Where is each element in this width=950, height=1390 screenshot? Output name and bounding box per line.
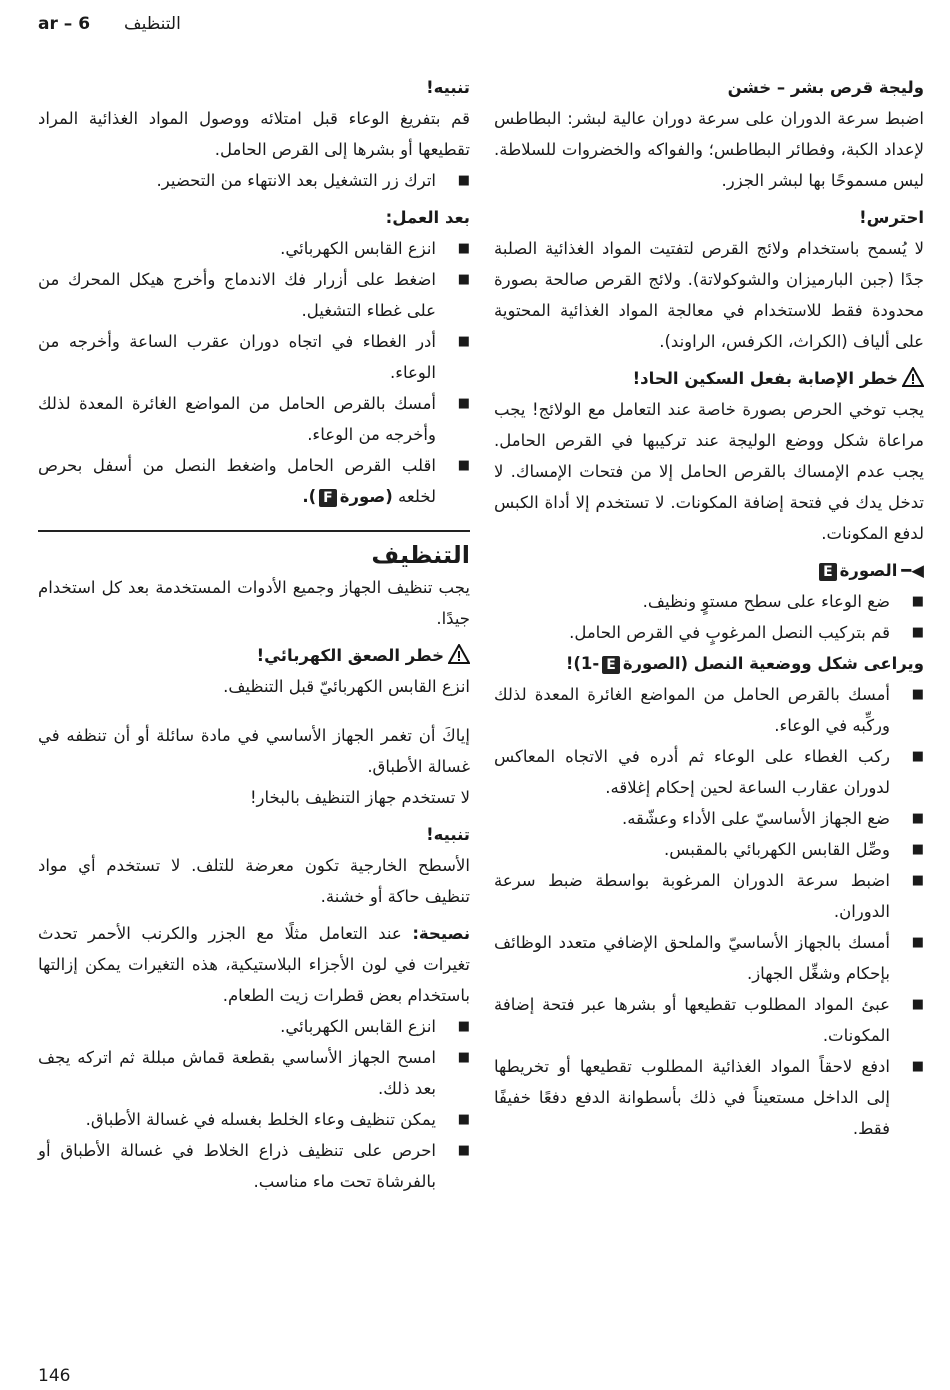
list-item: ■ وصِّل القابس الكهربائي بالمقبس.: [494, 834, 924, 865]
cleaning-list: [38, 1011, 470, 1197]
header-title: التنظيف: [124, 14, 181, 34]
danger-text: يجب توخي الحرص بصورة خاصة عند التعامل مع الولائج! يجب مراعاة شكل ووضع الوليجة عند تركيبها في القرص الحامل. يجب عدم الإمساك بالقرص الحامل إلا من فتحات الإمساك. لا تدخل يدك في فتحة إضافة المكونات. لا تستخدم إلا أداة الكبس لدفع المكونات.: [494, 400, 924, 543]
list-item: ■ ضع الجهاز الأساسيّ على الأداء وعشّقه.: [494, 803, 924, 834]
list-item: ■ يمكن تنظيف وعاء الخلط بغسله في غسالة الأطباق.: [38, 1104, 470, 1135]
notice2-title: تنبيه!: [426, 825, 470, 844]
grater-heading: وليجة قرص بشر – خشن: [727, 78, 924, 97]
section-divider: [38, 530, 470, 532]
blade-note: [494, 648, 924, 679]
list-item: ■ أمسك بالجهاز الأساسيّ والملحق الإضافي متعدد الوظائف بإحكام وشغِّل الجهاز.: [494, 927, 924, 989]
warning-triangle-icon: [902, 367, 924, 387]
arrow-right-icon: ◀━: [901, 561, 924, 580]
list-item: ■ ادفع لاحقاً المواد الغذائية المطلوب تقطيعها أو تخريطها إلى الداخل مستعيناً في ذلك بأسطوانة الدفع دفعًا خفيفًا فقط.: [494, 1051, 924, 1144]
figure-ref-badge: E: [602, 656, 620, 674]
caution-title: احترس!: [859, 208, 924, 227]
list-item: ■ اضغط على أزرار فك الاندماج وأخرج هيكل المحرك من على غطاء التشغيل.: [38, 264, 470, 326]
steps-list-a: [494, 586, 924, 648]
after-last-text: اقلب القرص الحامل واضغط النصل من أسفل بحرص لخلعه: [38, 456, 436, 506]
list-item: ■ ضع الوعاء على سطح مستوٍ ونظيف.: [494, 586, 924, 617]
tip: [38, 918, 470, 1011]
danger-title: خطر الإصابة بفعل السكين الحاد!: [632, 369, 898, 388]
list-item: ■ أمسك بالقرص الحامل من المواضع الغائرة المعدة لذلك وأخرجه من الوعاء.: [38, 388, 470, 450]
immerse-text: إياكَ أن تغمر الجهاز الأساسي في مادة سائلة أو أن تنظفه في غسالة الأطباق.: [38, 726, 470, 776]
list-item: ■ اضبط سرعة الدوران المرغوبة بواسطة ضبط سرعة الدوران.: [494, 865, 924, 927]
figure-heading: [494, 555, 924, 586]
list-item: ■ احرص على تنظيف ذراع الخلاط في غسالة الأطباق أو بالفرشاة تحت ماء مناسب.: [38, 1135, 470, 1197]
list-item: ■ عبئ المواد المطلوب تقطيعها أو بشرها عبر فتحة إضافة المكونات.: [494, 989, 924, 1051]
tip-label: نصيحة:: [412, 924, 471, 943]
figure-ref-badge: F: [319, 489, 337, 507]
grater-paragraph: اضبط سرعة الدوران على سرعة دوران عالية لبشر: البطاطس لإعداد الكبة، وفطائر البطاطس؛ والفواكه والخضروات للسلاطة. ليس مسموحًا بها لبشر الجزر.: [494, 109, 924, 190]
list-item: ■ ركب الغطاء على الوعاء ثم أدره في الاتجاه المعاكس لدوران عقارب الساعة لحين إحكام إغلاقه.: [494, 741, 924, 803]
list-item: ■ أمسك بالقرص الحامل من المواضع الغائرة المعدة لذلك وركِّبه في الوعاء.: [494, 679, 924, 741]
after-work-list: [38, 233, 470, 512]
cleaning-title: التنظيف: [371, 541, 470, 569]
right-column: [494, 72, 924, 1144]
list-item: ■ أدر الغطاء في اتجاه دوران عقرب الساعة وأخرجه من الوعاء.: [38, 326, 470, 388]
danger-heading: [494, 363, 924, 394]
blade-note-text: ويراعى شكل ووضعية النصل (الصورة: [622, 654, 924, 673]
left-column: [38, 72, 470, 1197]
notice-text: قم بتفريغ الوعاء قبل امتلائه ووصول المواد الغذائية المراد تقطيعها أو بشرها إلى القرص الحامل.: [38, 109, 470, 159]
warning-triangle-icon: [448, 644, 470, 664]
steam-text: لا تستخدم جهاز التنظيف بالبخار!: [249, 788, 470, 807]
figure-letter-badge: E: [819, 563, 837, 581]
list-item: ■ امسح الجهاز الأساسي بقطعة قماش مبللة ثم اتركه يجف بعد ذلك.: [38, 1042, 470, 1104]
list-item: ■ قم بتركيب النصل المرغوبٍ في القرص الحامل.: [494, 617, 924, 648]
steps-list-b: [494, 679, 924, 1144]
shock-heading: [38, 640, 470, 671]
list-item: ■ انزع القابس الكهربائي.: [38, 233, 470, 264]
figure-ref-label: (صورة: [339, 487, 393, 506]
cleaning-text: يجب تنظيف الجهاز وجميع الأدوات المستخدمة بعد كل استخدام جيدًا.: [38, 578, 470, 628]
caution-text: لا يُسمح باستخدام ولائج القرص لتفتيت المواد الغذائية الصلبة جدًا (جبن البارميزان والشوكولاتة). ولائج القرص صالحة بصورة محدودة فقط للاستخدام في معالجة المواد الغذائية المحتوية على ألياف (الكراث، الكرفس، الراوند).: [494, 239, 924, 351]
figure-label: الصورة: [839, 561, 898, 580]
page-number: 146: [38, 1366, 71, 1386]
figure-ref-end: ).: [302, 487, 317, 506]
notice2-text: الأسطح الخارجية تكون معرضة للتلف. لا تستخدم أي مواد تنظيف حاكة أو خشنة.: [38, 856, 470, 906]
notice-list: [38, 165, 470, 196]
blade-note-tail: -1)!: [565, 654, 600, 673]
list-item: [38, 450, 470, 512]
shock-text: انزع القابس الكهربائيّ قبل التنظيف.: [223, 677, 470, 696]
list-item: ■ انزع القابس الكهربائي.: [38, 1011, 470, 1042]
page-code: ar – 6: [38, 14, 91, 34]
after-work-title: بعد العمل:: [385, 208, 470, 227]
list-item: ■ اترك زر التشغيل بعد الانتهاء من التحضير.: [38, 165, 470, 196]
tip-text: عند التعامل مثلًا مع الجزر والكرنب الأحمر تحدث تغيرات في لون الأجزاء البلاستيكية، هذه التغيرات يمكن إزالتها باستخدام بعض قطرات زيت الطعام.: [38, 924, 470, 1005]
shock-title: خطر الصعق الكهربائي!: [256, 646, 444, 665]
notice-title: تنبيه!: [426, 78, 470, 97]
